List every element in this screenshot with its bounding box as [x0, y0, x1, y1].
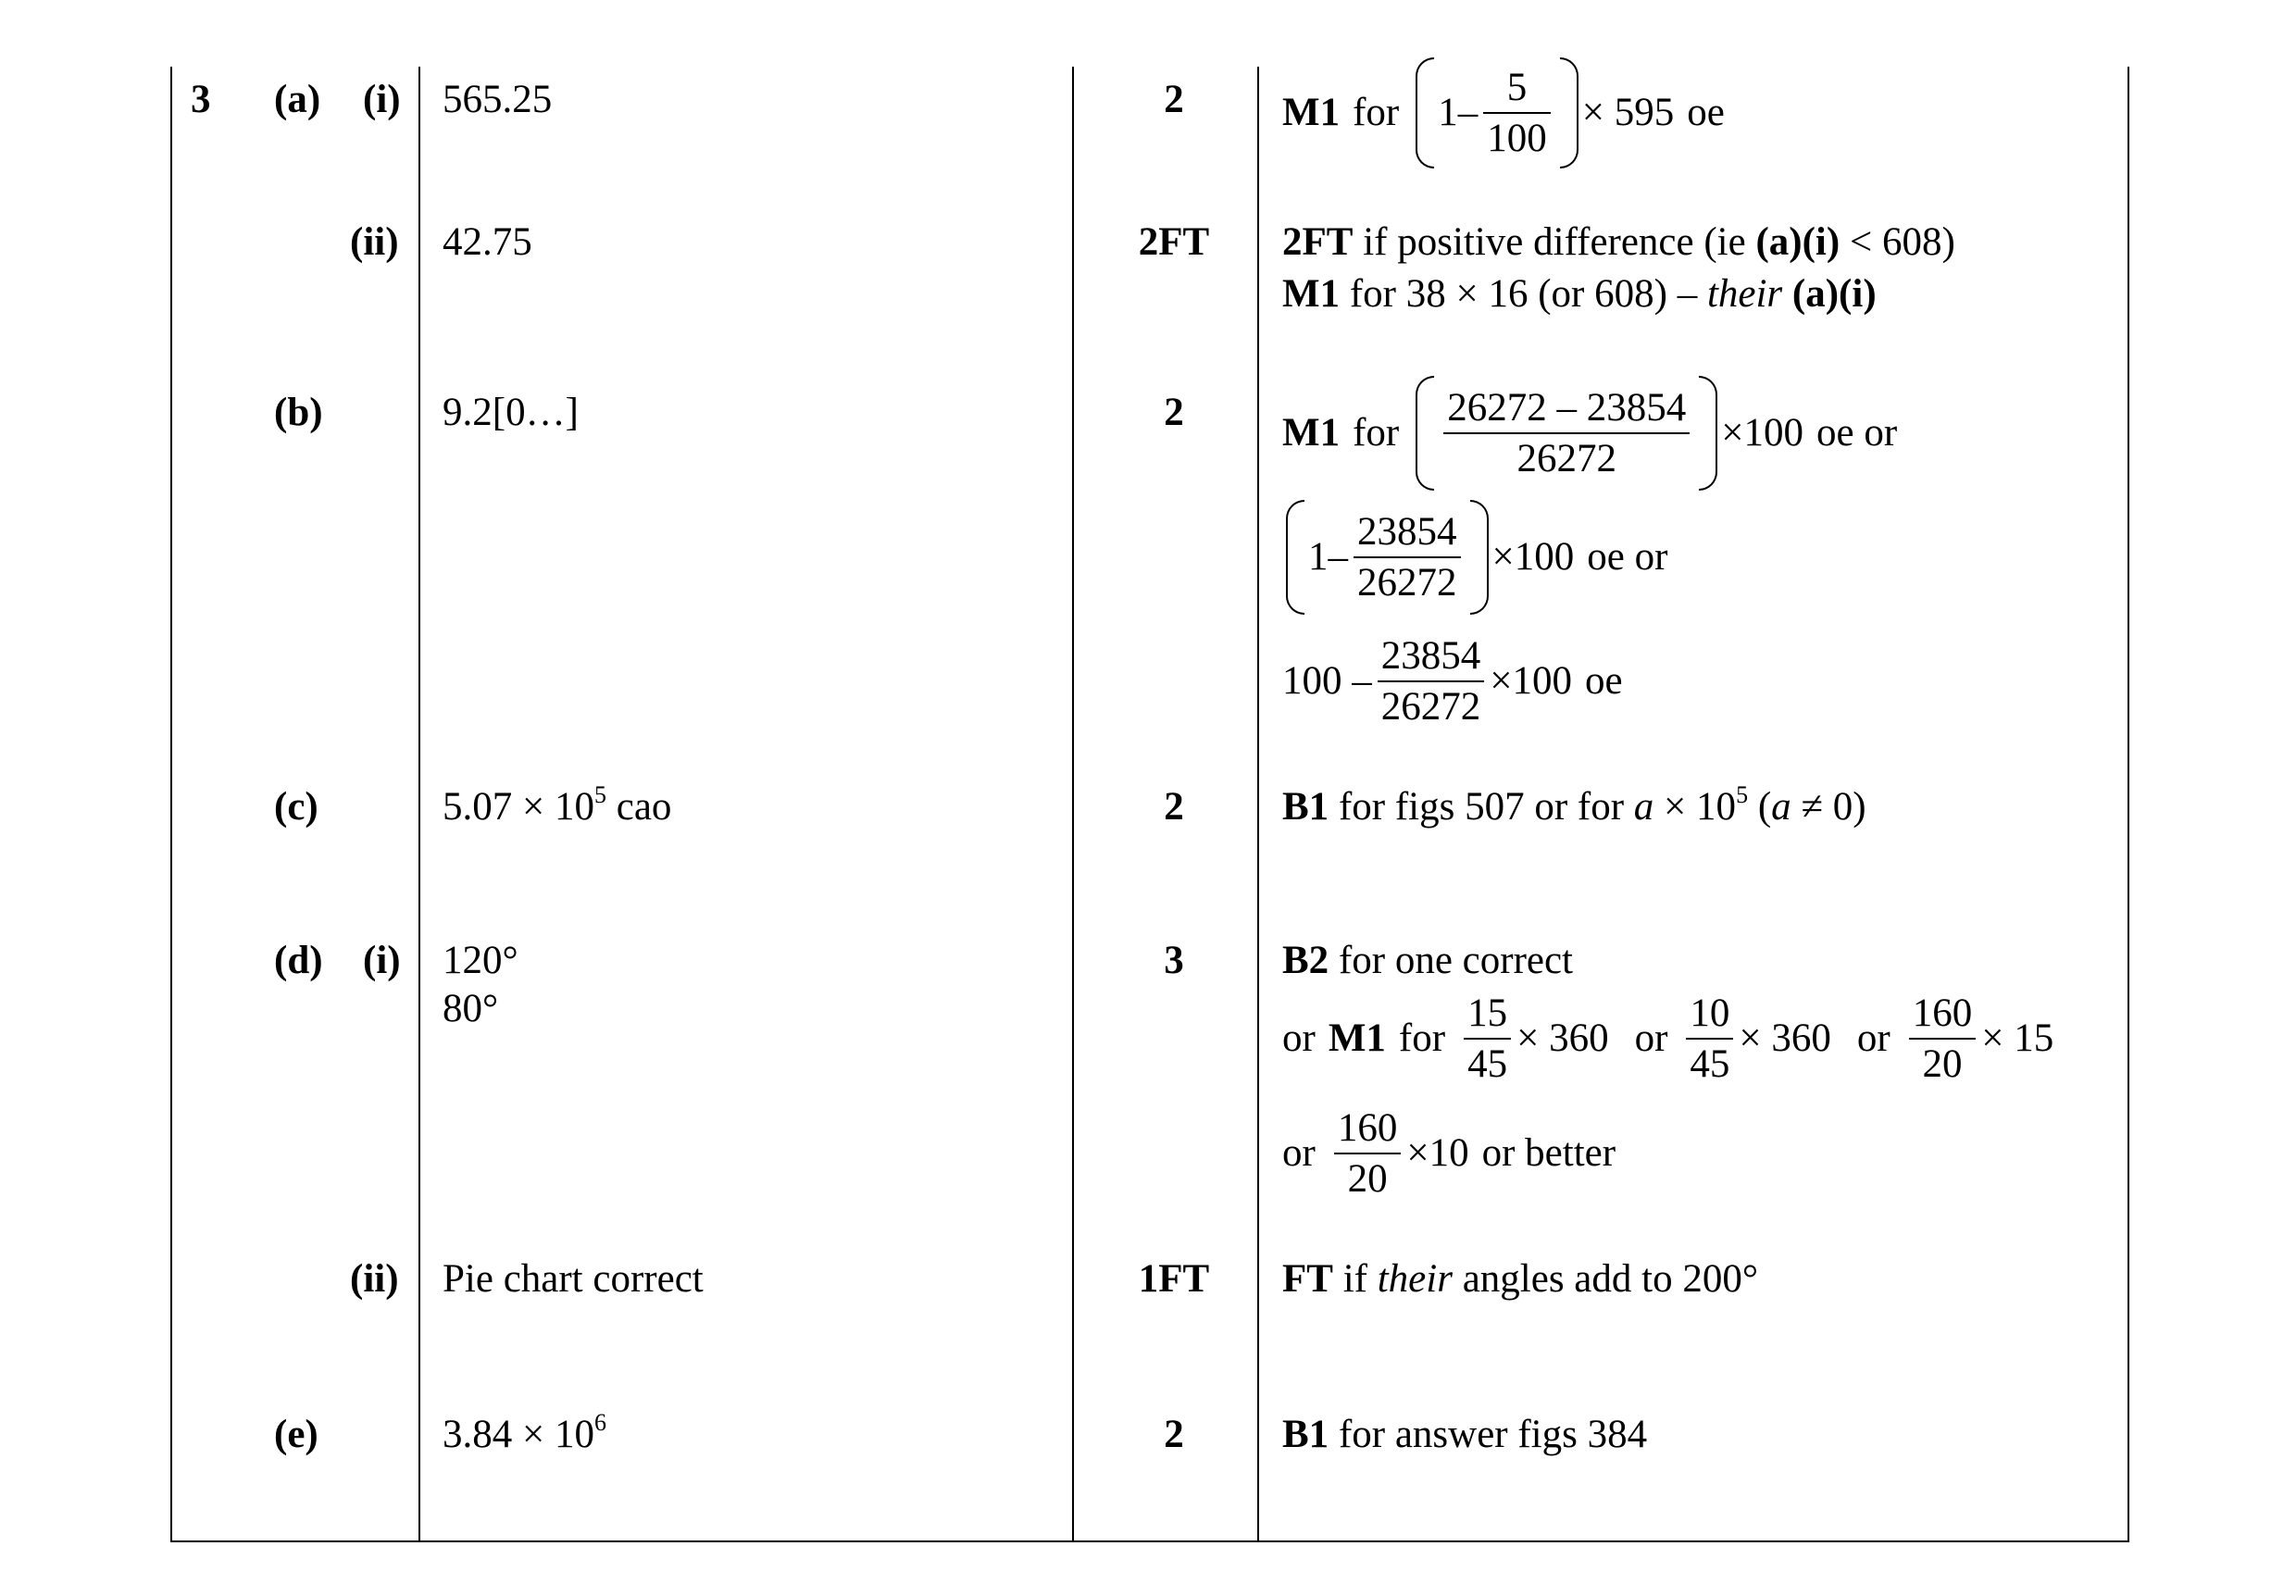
left-paren: [1286, 500, 1304, 615]
marks-d-ii: 1FT: [1138, 1257, 1210, 1301]
marks-a-i: 2: [1164, 78, 1184, 121]
marks-a-ii: 2FT: [1138, 220, 1210, 264]
fraction: $\frac{5}{100}$: [1483, 67, 1551, 159]
marks-column-divider-left: [1072, 67, 1074, 1541]
answer-d-ii: Pie chart correct: [443, 1257, 704, 1301]
fraction: $\frac{160}{20}$: [1909, 992, 1977, 1085]
answer-a-i: 565.25: [443, 78, 553, 121]
guidance-e: B1 for answer figs 384: [1282, 1413, 1648, 1456]
right-paren: [1699, 376, 1717, 491]
left-paren: [1416, 376, 1434, 491]
guidance-b-line3: 100 – $\frac{23854}{26272}$ ×100 oe: [1282, 633, 1623, 729]
answer-e: $3.84 \times 10^6$: [443, 1409, 607, 1456]
answer-d-i-angle1: 120°: [443, 939, 518, 982]
guidance-a-ii-line2: M1 for 38 × 16 (or 608) – their (a)(i): [1282, 272, 1877, 316]
answer-c: $5.07 \times 10^5$ cao: [443, 781, 672, 829]
guidance-c: B1 for figs 507 or for $a \times 10^5$ (a ≠ 0): [1282, 781, 1866, 829]
part-label-e: (e): [274, 1413, 318, 1456]
answer-column-divider: [418, 67, 420, 1541]
left-border: [170, 67, 172, 1541]
part-label-d: (d): [274, 939, 323, 982]
fraction: $\frac{23854}{26272}$: [1378, 635, 1485, 728]
question-number: 3: [191, 78, 211, 121]
fraction: $\frac{10}{45}$: [1686, 992, 1733, 1085]
part-label-c: (c): [274, 785, 318, 829]
guidance-a-i: M1 for 1 – $\frac{5}{100}$ × 595 oe: [1282, 57, 1725, 168]
fraction: $\frac{15}{45}$: [1464, 992, 1511, 1085]
sub-label-a-ii: (ii): [350, 220, 399, 264]
fraction: $\frac{160}{20}$: [1334, 1107, 1402, 1200]
marks-c: 2: [1164, 785, 1184, 829]
answer-b: 9.2[0…]: [443, 391, 579, 434]
right-border: [2128, 67, 2129, 1541]
sub-label-a-i: (i): [363, 78, 401, 121]
marks-b: 2: [1164, 391, 1184, 434]
fraction: $\frac{23854}{26272}$: [1354, 511, 1461, 604]
answer-d-i-angle2: 80°: [443, 987, 499, 1030]
sub-label-d-i: (i): [363, 939, 401, 982]
marks-d-i: 3: [1164, 939, 1184, 982]
guidance-b-line2: 1 – $\frac{23854}{26272}$ ×100 oe or: [1282, 500, 1667, 615]
right-paren: [1560, 57, 1578, 168]
guidance-b-line1: M1 for $\frac{26272 - 23854}{26272}$ ×100 oe or: [1282, 376, 1897, 491]
marks-column-divider-right: [1257, 67, 1259, 1541]
guidance-d-i-line2: or M1 for $\frac{15}{45}$ × 360 or $\frac{10}{45}$ × 360 or $\frac{160}{20}$ × 15: [1282, 991, 2054, 1086]
right-paren: [1470, 500, 1489, 615]
part-label-a: (a): [274, 78, 321, 121]
sub-label-d-ii: (ii): [350, 1257, 399, 1301]
table-bottom-border: [170, 1540, 2129, 1542]
guidance-d-i-line3: or $\frac{160}{20}$ ×10 or better: [1282, 1105, 1616, 1201]
left-paren: [1416, 57, 1434, 168]
marks-e: 2: [1164, 1413, 1184, 1456]
answer-a-ii: 42.75: [443, 220, 532, 264]
part-label-b: (b): [274, 391, 323, 434]
guidance-a-ii-line1: 2FT if positive difference (ie (a)(i) < 608): [1282, 220, 1955, 264]
guidance-d-ii: FT if their angles add to 200°: [1282, 1257, 1759, 1301]
fraction: $\frac{26272 - 23854}{26272}$: [1443, 387, 1690, 480]
guidance-d-i-line1: B2 for one correct: [1282, 939, 1574, 982]
